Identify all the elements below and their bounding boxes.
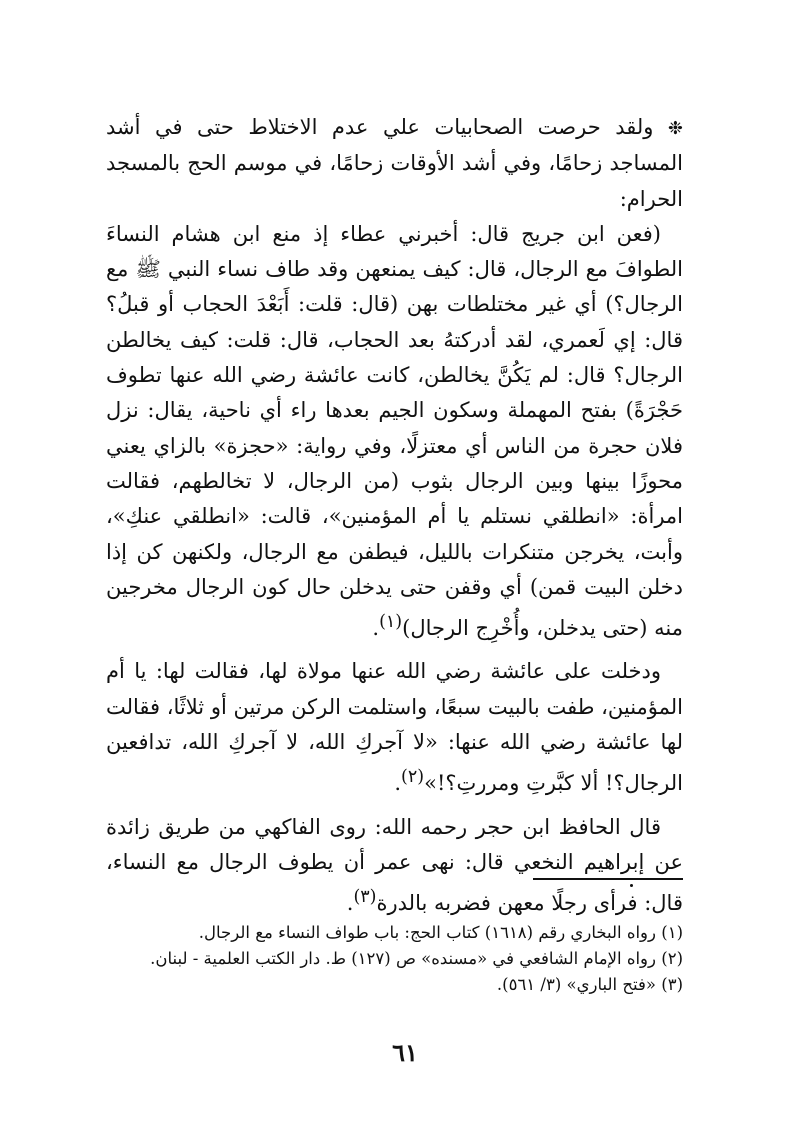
- footnote-ref-3: (٣): [353, 887, 377, 908]
- paragraph-3: [106, 654, 683, 801]
- footnote-2: (٢) رواه الإمام الشافعي في «مسنده» ص (١٢٧) ط. دار الكتب العلمية - لبنان.: [150, 949, 683, 968]
- paragraph-3-text: ودخلت على عائشة رضي الله عنها مولاة لها، فقالت لها: يا أم المؤمنين، طفت بالبيت سبعًا، واستلمت الركن مرتين أو ثلاثًا، فقالت لها عائشة رضي الله عنها: «لا آجركِ الله، لا آجركِ الله، تدافعين الرجال؟! ألا كبَّرتِ ومررتِ؟!»: [106, 659, 683, 796]
- flower-bullet-icon: ❉: [667, 118, 683, 139]
- footnote-ref-2: (٢): [401, 767, 425, 788]
- paragraph-2-text: (فعن ابن جريج قال: أخبرني عطاء إذ منع ابن هشام النساءَ الطوافَ مع الرجال، قال: كيف يمنعهن وقد طاف نساء النبي ﷺ مع الرجال؟) أي غير مختلطات بهن (قال: قلت: أَبَعْدَ الحجاب أو قبلُ؟ قال: إي لَعمري، لقد أدركتهُ بعد الحجاب، قال: قلت: كيف يخالطن الرجال؟ قال: لم يَكُنَّ يخالطن، كانت عائشة رضي الله عنها تطوف حَجْرَةً) بفتح المهملة وسكون الجيم بعدها راء أي ناحية، يقال: نزل فلان حجرة من الناس أي معتزلًا، وفي رواية: «حجزة» بالزاي يعني محوزًا بينها وبين الرجال بثوب (من الرجال، لا تخالطهم، فقالت امرأة: «انطلقي نستلم يا أم المؤمنين»، قالت: «انطلقي عنكِ»، وأبت، يخرجن متنكرات بالليل، فيطفن مع الرجال، ولكنهن كن إذا دخلن البيت قمن) أي وقفن حتى يدخلن حال كون الرجال مخرجين منه (حتى يدخلن، وأُخْرِج الرجال): [106, 221, 683, 641]
- main-text: [106, 110, 683, 922]
- paragraph-4-text: قال الحافظ ابن حجر رحمه الله: روى الفاكهي من طريق زائدة عن إبراهيم النخعي قال: نهى عمر أن يطوف الرجال مع النساء، قال: فرأى رجلًا معهن فضربه بالدرة: [106, 814, 683, 916]
- paragraph-4: [106, 810, 683, 922]
- paragraph-2-end: .: [372, 616, 380, 641]
- footnotes: [93, 920, 683, 998]
- paragraph-3-end: .: [394, 771, 402, 796]
- separator-dot: [630, 884, 633, 887]
- footnote-separator: [533, 878, 683, 880]
- footnote-ref-1: (١): [379, 612, 403, 633]
- footnote-1: (١) رواه البخاري رقم (١٦١٨) كتاب الحج: باب طواف النساء مع الرجال.: [198, 923, 683, 942]
- paragraph-2: [106, 217, 683, 647]
- page-number: ٦١: [392, 1038, 418, 1067]
- paragraph-4-end: .: [346, 891, 354, 916]
- footnote-3: (٣) «فتح الباري» (٣/ ٥٦١).: [496, 975, 683, 994]
- paragraph-1-text: ولقد حرصت الصحابيات علي عدم الاختلاط حتى في أشد المساجد زحامًا، وفي أشد الأوقات زحامًا، في موسم الحج بالمسجد الحرام:: [106, 115, 683, 211]
- paragraph-1: [106, 110, 683, 217]
